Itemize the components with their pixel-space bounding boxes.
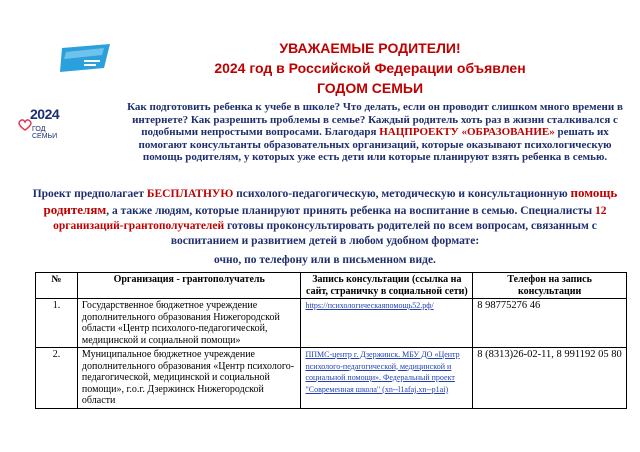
free-highlight: БЕСПЛАТНУЮ <box>146 188 234 200</box>
row-num: 1. <box>36 299 78 348</box>
national-project-logo <box>58 38 114 80</box>
row-booking-cell <box>301 299 473 348</box>
project-text-4: готовы проконсультировать родителей по всем вопросам, связанным с воспитанием и развитием детей в любом удобном формате: <box>170 220 597 247</box>
header-org: Организация - грантополучатель <box>77 273 301 299</box>
project-paragraph <box>30 185 620 249</box>
booking-link[interactable]: https://психологическаяпомощь52.рф/ <box>305 301 434 310</box>
national-project-name: НАЦПРОЕКТУ «ОБРАЗОВАНИЕ» <box>379 126 555 138</box>
title-year-of-family: ГОДОМ СЕМЬИ <box>316 80 424 96</box>
row-booking-cell <box>301 348 473 409</box>
project-text-3: , а также людям, которые планируют принять ребенка на воспитание в семью. Специалисты <box>106 205 596 217</box>
table-row <box>36 348 627 409</box>
project-text-2: психолого-педагогическую, методическую и консультационную <box>233 188 571 200</box>
header-phone: Телефон на запись консультации <box>473 273 627 299</box>
row-org: Муниципальное бюджетное учреждение дополнительного образования «Центр психолого-педагогической, медицинской и социальной помощи», г.о.г. Дзержинск Нижегородской области <box>77 348 301 409</box>
title-greeting: УВАЖАЕМЫЕ РОДИТЕЛИ! <box>279 40 461 56</box>
row-org: Государственное бюджетное учреждение дополнительного образования Нижегородской области «Центр психолого-педагогической, медицинской и социальной помощи» <box>77 299 301 348</box>
logo-caption: ГОД СЕМЬИ <box>32 126 58 140</box>
booking-link[interactable]: ППМС-центр г. Дзержинск. МБУ ДО «Центр психолого-педагогической, медицинской и социальной помощи». Федеральный проект "Современная школа" (xn--l1afaj.xn--p1ai) <box>305 350 460 394</box>
format-line: очно, по телефону или в письменном виде. <box>214 254 436 266</box>
header-booking: Запись консультации (ссылка на сайт, страничку в социальной сети) <box>301 273 473 299</box>
header-num: № <box>36 273 78 299</box>
project-text-1: Проект предполагает <box>32 188 147 200</box>
intro-text-after: решать их помогают консультанты образовательных организаций, которые оказывают психологическую помощь родителям, у которых уже есть дети или которые планируют взять ребенка в семью. <box>138 126 612 163</box>
intro-text-before: Как подготовить ребенка к учебе в школе? Что делать, если он проводит слишком много времени в интернете? Как разрешить проблемы в семье? Каждый родитель хоть раз в жизни сталкивался с подобными непростыми вопросами. Благодаря <box>127 101 623 138</box>
logo-year: 2024 <box>30 106 60 122</box>
title-announcement: 2024 год в Российской Федерации объявлен <box>214 60 526 76</box>
organizations-table <box>35 272 627 409</box>
row-phone: 8 (8313)26-02-11, 8 991192 05 80 <box>473 348 627 409</box>
table-row <box>36 299 627 348</box>
row-phone: 8 98775276 46 <box>473 299 627 348</box>
table-header-row <box>36 273 627 299</box>
row-num: 2. <box>36 348 78 409</box>
year-of-family-logo <box>18 104 70 144</box>
orgs-highlight: 12 организаций-грантополучателей <box>53 205 607 232</box>
intro-paragraph <box>120 101 630 164</box>
help-highlight: помощь родителям <box>43 185 618 217</box>
